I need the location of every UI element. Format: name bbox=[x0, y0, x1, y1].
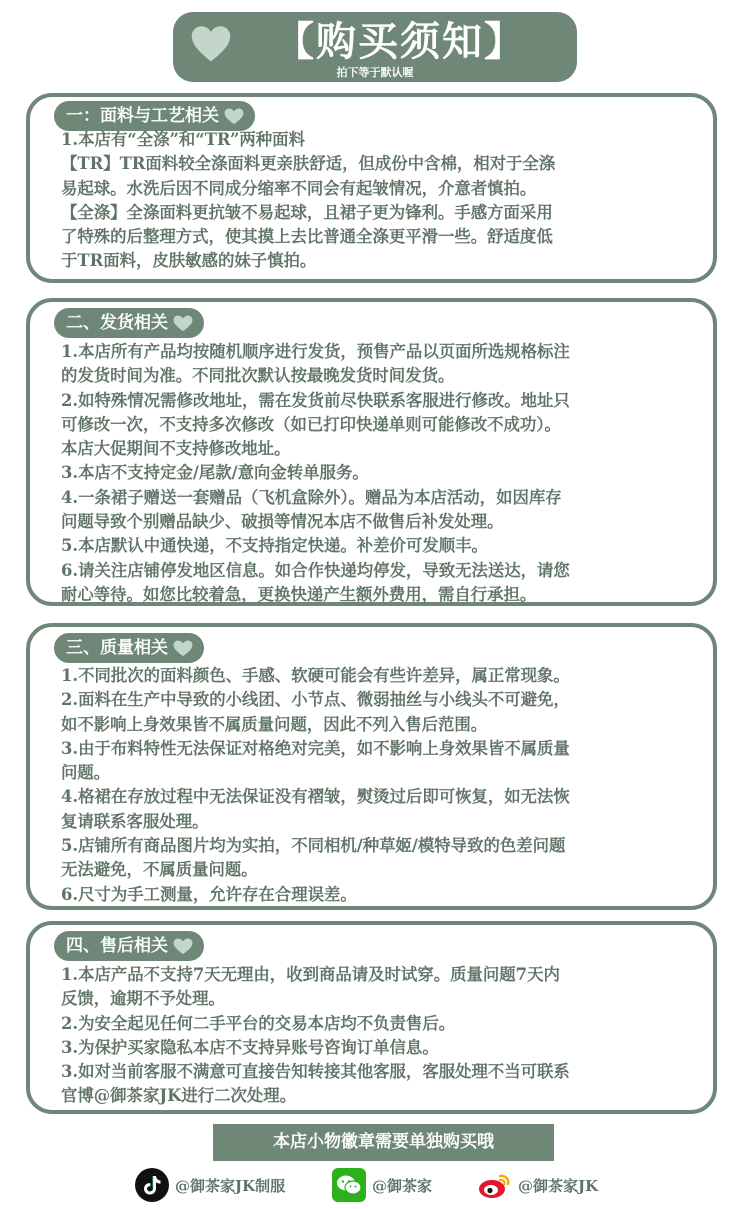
section-lines-shipping bbox=[61, 340, 711, 607]
social-wechat[interactable] bbox=[332, 1168, 432, 1202]
list-item: 4.一条裙子赠送一套赠品（飞机盒除外）。赠品为本店活动，如因库存 bbox=[61, 487, 562, 507]
header-banner bbox=[173, 12, 577, 82]
page-subtitle: 拍下等于默认喔 bbox=[336, 66, 414, 79]
weibo-icon bbox=[478, 1168, 512, 1202]
heart-icon bbox=[172, 314, 194, 332]
list-item: 5.本店默认中通快递，不支持指定快递。补差价可发顺丰。 bbox=[61, 536, 488, 556]
section-lines-fabric bbox=[61, 128, 711, 274]
section-tag-fabric bbox=[54, 101, 255, 131]
list-item: 1.本店产品不支持7天无理由，收到商品请及时试穿。质量问题7天内 bbox=[61, 965, 560, 984]
list-item: 2.为安全起见任何二手平台的交易本店均不负责售后。 bbox=[61, 1013, 456, 1033]
list-item: 复请联系客服处理。 bbox=[61, 811, 209, 831]
list-item: 耐心等待。如您比较着急，更换快递产生额外费用，需自行承担。 bbox=[61, 584, 537, 604]
list-item: 6.尺寸为手工测量，允许存在合理误差。 bbox=[61, 884, 357, 904]
list-item: 3.由于布料特性无法保证对格绝对完美，如不影响上身效果皆不属质量 bbox=[61, 738, 570, 758]
section-lines-quality bbox=[61, 664, 711, 907]
section-tag-quality bbox=[54, 633, 204, 663]
list-item: 易起球。水洗后因不同成分缩率不同会有起皱情况，介意者慎拍。 bbox=[61, 178, 537, 198]
heart-icon bbox=[172, 937, 194, 955]
section-lines-after-sales bbox=[61, 963, 711, 1109]
social-tiktok[interactable] bbox=[135, 1168, 285, 1202]
heart-icon bbox=[172, 639, 194, 657]
list-item: 本店大促期间不支持修改地址。 bbox=[61, 439, 291, 459]
list-item: 2.如特殊情况需修改地址，需在发货前尽快联系客服进行修改。地址只 bbox=[61, 390, 570, 410]
list-item: 的发货时间为准。不同批次默认按最晚发货时间发货。 bbox=[61, 366, 455, 386]
list-item: 6.请关注店铺停发地区信息。如合作快递均停发，导致无法送达，请您 bbox=[61, 560, 570, 580]
list-item: 【TR】TR面料较全涤面料更亲肤舒适，但成份中含棉，相对于全涤 bbox=[61, 154, 556, 174]
list-item: 官博@御茶家JK进行二次处理。 bbox=[61, 1086, 297, 1106]
list-item: 【全涤】全涤面料更抗皱不易起球，且裙子更为锋利。手感方面采用 bbox=[61, 202, 553, 222]
section-tag-shipping bbox=[54, 308, 204, 338]
section-tag-label: 三、质量相关 bbox=[66, 638, 168, 658]
page-title: 【购买须知】 bbox=[274, 19, 526, 65]
badge-notice-banner: 本店小物徽章需要单独购买哦 bbox=[213, 1124, 554, 1161]
list-item: 问题导致个别赠品缺少、破损等情况本店不做售后补发处理。 bbox=[61, 512, 504, 532]
tiktok-icon bbox=[135, 1168, 169, 1202]
social-weibo[interactable] bbox=[478, 1168, 598, 1202]
list-item: 了特殊的后整理方式，使其摸上去比普通全涤更平滑一些。舒适度低 bbox=[61, 227, 553, 247]
list-item: 1.本店所有产品均按随机顺序进行发货，预售产品以页面所选规格标注 bbox=[61, 342, 570, 361]
section-tag-label: 一：面料与工艺相关 bbox=[66, 106, 219, 126]
list-item: 3.如对当前客服不满意可直接告知转接其他客服，客服处理不当可联系 bbox=[61, 1062, 570, 1082]
list-item: 3.为保护买家隐私本店不支持异账号咨询订单信息。 bbox=[61, 1037, 439, 1057]
list-item: 2.面料在生产中导致的小线团、小节点、微弱抽丝与小线头不可避免， bbox=[61, 690, 570, 710]
social-handle: @御茶家JK制服 bbox=[175, 1176, 286, 1195]
list-item: 问题。 bbox=[61, 763, 111, 783]
list-item: 3.本店不支持定金/尾款/意向金转单服务。 bbox=[61, 463, 369, 483]
list-item: 1.不同批次的面料颜色、手感、软硬可能会有些许差异，属正常现象。 bbox=[61, 666, 570, 685]
list-item: 1.本店有“全涤”和“TR”两种面料 bbox=[61, 130, 305, 149]
section-tag-label: 二、发货相关 bbox=[66, 313, 168, 333]
heart-icon bbox=[223, 107, 245, 125]
list-item: 于TR面料，皮肤敏感的妹子慎拍。 bbox=[61, 251, 317, 271]
section-tag-after-sales bbox=[54, 931, 204, 961]
section-tag-label: 四、售后相关 bbox=[66, 936, 168, 956]
heart-icon bbox=[189, 22, 233, 66]
list-item: 5.店铺所有商品图片均为实拍，不同相机/种草姬/模特导致的色差问题 bbox=[61, 836, 566, 856]
wechat-icon bbox=[332, 1168, 366, 1202]
list-item: 可修改一次，不支持多次修改（如已打印快递单则可能修改不成功）。 bbox=[61, 414, 561, 434]
list-item: 无法避免，不属质量问题。 bbox=[61, 860, 258, 880]
list-item: 反馈，逾期不予处理。 bbox=[61, 989, 225, 1009]
social-handle: @御茶家 bbox=[372, 1176, 433, 1195]
list-item: 如不影响上身效果皆不属质量问题，因此不列入售后范围。 bbox=[61, 714, 488, 734]
list-item: 4.格裙在存放过程中无法保证没有褶皱，熨烫过后即可恢复，如无法恢 bbox=[61, 787, 570, 807]
social-handle: @御茶家JK bbox=[518, 1176, 599, 1195]
